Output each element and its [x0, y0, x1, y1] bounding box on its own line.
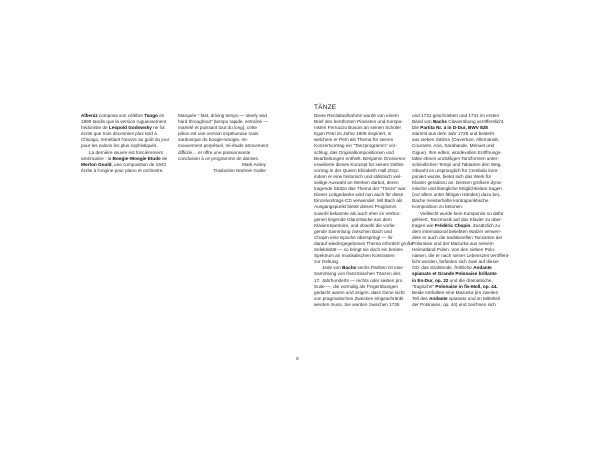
text-line: tragende Stütze das Thema der "Tänze" war. — [314, 186, 407, 192]
text-line: der Polonaise, op. 44) und zeichnen sich — [412, 301, 496, 307]
author-name: Mark Ainley — [241, 161, 266, 167]
paragraph — [314, 113, 414, 265]
text-line: Teil des Andante spianato und im Mittelteil — [412, 295, 501, 301]
text-line: Diese Recitalaufnahme wurde von einem — [314, 113, 399, 118]
text-line: poniert wurde, bietet sich das Werk für — [412, 173, 492, 179]
text-line: Sammlung von französischen Tänzen des — [314, 271, 401, 277]
text-line: Beide enthalten eine Mazurka (im zweiten — [412, 289, 499, 295]
text-line: in Es-Dur, op. 22 und die dramatische, — [412, 277, 493, 283]
text-line: hard throughout" (tempo rapide, entraîné — — [178, 119, 268, 125]
text-line: mouvement perpétuel, mi-étude atrocement — [178, 143, 269, 149]
text-line: stammt aus dem Jahr 1728 und besteht — [412, 131, 494, 137]
text-line: Courante, Aria, Sarabande, Menuet und — [412, 143, 495, 149]
text-line: und 1731 geschrieben und 1731 im ersten — [412, 113, 500, 118]
text-line: von pragmatischen Zwecken eingeschränkt — [314, 295, 404, 301]
text-line: dem international beliebten Walzer verwen- — [412, 228, 502, 234]
paragraph — [314, 265, 405, 308]
text-line: 1890 tandis que la version rugueusement — [81, 119, 167, 125]
text-line: Selektivität — so bringt sie doch ein breites — [314, 247, 403, 253]
text-line: schlug, das Originalkompositionen und — [314, 149, 394, 155]
text-line: Suite —, die vormalig als Fingerübungen — [314, 283, 398, 289]
translation-credit: Traduction Noémie Gatler — [213, 167, 266, 173]
text-line: hédoniste de Leopold Godowsky ne fut — [81, 125, 165, 131]
text-line: tragen wie Frédéric Chopin. Zusätzlich zu — [412, 222, 501, 228]
text-line: aus sieben Sätzen (Ouverture, Allemande, — [412, 137, 500, 143]
text-line: Polonaise und der Mazurka aus seinem — [412, 240, 494, 246]
text-line: werden muss. Sie wurden zwischen 1726 — [314, 301, 400, 307]
text-line: genen liegende Glanzstücke aus dem — [314, 216, 392, 222]
text-line: takte ebnen unzähligen Tanzformen unter- — [412, 155, 499, 161]
text-line: schiedlichen Tempi und Taktarten den Weg. — [412, 161, 502, 167]
text-line: Vielleicht wurde kein Komponist so dafür — [420, 210, 504, 216]
text-line: difficile… et offre une passionnante — [178, 149, 251, 155]
text-line: Obwohl es ursprünglich für Cembalo kom- — [412, 167, 499, 173]
text-line: gedacht waren und zeigen, dass Gene nicht — [314, 289, 405, 295]
text-line: conclusion à ce programme de danses. — [178, 155, 260, 161]
section-heading: TÄNZE — [314, 104, 337, 111]
text-line: spianato et Grande Polonaise brillante — [412, 271, 497, 277]
text-line: Brief des berühmten Pianisten und Kompo- — [314, 119, 403, 125]
text-line: Jede von Bachs sechs Partiten ist eine — [322, 265, 403, 271]
text-line: "tragische" Polonaise in fis-Moll, op. 44. — [412, 283, 498, 289]
page-number: 8 — [296, 357, 299, 362]
text-line: Marquée " fast, driving tempo — steely and — [178, 113, 267, 118]
text-line: écrite que trois décennies plus tard à — [81, 131, 157, 137]
text-line: Spektrum an musikalischen Kontrasten — [314, 253, 395, 259]
paragraph — [412, 113, 504, 211]
text-line: gende Sammlung zwischen Bach und — [314, 228, 392, 234]
text-line: darauf wiedergegebenes Thema erfordert große — [314, 240, 414, 246]
text-line: indem er eine historisch und stilistisch viel- — [314, 173, 402, 179]
paragraph — [412, 210, 510, 309]
text-line: Chicago, remettant l'œuvre au goût du jour — [81, 137, 170, 143]
text-line: Konzertvortrag ein "Tanzprogramm" vor- — [314, 143, 397, 149]
text-line: Einzelvortrags-CD verwendet. Mit Bach als — [314, 198, 403, 204]
text-line: seitige Auswahl an Werken darbot, deren — [314, 180, 399, 186]
text-line: gefeiert, Tanzmusik auf das Klavier zu über- — [412, 216, 503, 222]
text-line: écrite à l'origine pour piano et orchestre. — [81, 167, 164, 173]
left-page-column-2 — [178, 113, 269, 174]
text-line: Gigue). Ihre edlen, würdevollen Eröffnungs- — [412, 149, 502, 155]
text-line: pièce est une version impétueuse mais — [178, 131, 259, 137]
text-line: zur Geltung. — [314, 259, 340, 265]
text-line: licht wurden, befinden sich zwei auf dieser — [412, 259, 499, 265]
text-line: martelé et puissant tout du long), cette — [178, 125, 257, 131]
text-line: Albeniz composa son célèbre Tango en — [81, 113, 165, 118]
text-line: Egon Petri im Jahre 1909 inspiriert, in — [314, 131, 392, 137]
text-line: Die Partita Nr. 4 in D-Dur, BWV 828 — [412, 125, 488, 131]
text-line: mische und klangliche Möglichkeiten tragen — [412, 186, 502, 192]
text-line: Ausgangspunkt bietet dieses Programm — [314, 204, 397, 210]
text-line: Band von Bachs Clavierübung veröffentlicht. — [412, 119, 505, 125]
right-page-column-1 — [314, 113, 414, 308]
text-line: (vor allem unter fähigen Händen) dazu bei, — [412, 192, 501, 198]
text-line: welchem er Petri als Thema für seinen — [314, 137, 394, 143]
text-line: Bearbeitungen enthielt. Benjamin Grosvenor — [314, 155, 406, 161]
text-line: pour les salons les plus sophistiqués. — [81, 143, 158, 149]
text-line: nisten Ferruccio Busoni an seinen Schüler — [314, 125, 401, 131]
text-line: américaine : la Boogie-Woogie Etude de — [81, 155, 168, 161]
text-line: Heimatland Polen. Von den sieben Polo- — [412, 247, 496, 253]
text-line: naisen, die er nach seiner Lebenszeit veröffent- — [412, 253, 510, 259]
text-line: Dieser Leitgedanke wird nun auch für diese — [314, 192, 404, 198]
text-line: CD: das strahlende, fröhliche Andante — [412, 265, 492, 271]
left-page-column-1 — [81, 113, 170, 174]
text-line: Komposition zu betonen. — [412, 204, 464, 210]
text-line: erweiterte dieses Konzept für seinen Debüt- — [314, 161, 405, 167]
text-line: sardonique du boogie-woogie, mi- — [178, 137, 248, 143]
text-line: La dernière œuvre est foncièrement — [89, 149, 163, 155]
right-page-column-2 — [412, 113, 510, 308]
text-line: Bache meisterhafte kontrapunktische — [412, 198, 489, 204]
text-line: Chopin eine Epoche überspringt — ihr — [314, 234, 393, 240]
text-line: dete er auch die traditionellen Tanzarten der — [412, 234, 503, 240]
text-line: Klavier geradezu an. Dessen größere dyna- — [412, 180, 503, 186]
text-line: Morton Gould, une composition de 1943 — [81, 161, 166, 167]
text-line: sowohl bekannte als auch eher im Verbor- — [314, 210, 401, 216]
text-line: vortrag in der Queen Elizabeth Hall 2012, — [314, 167, 400, 173]
text-line: Klavierrepertoire, und obwohl die vorlie- — [314, 222, 396, 228]
text-line: 17. Jahrhunderts — rechts oder sieben pro — [314, 277, 403, 283]
